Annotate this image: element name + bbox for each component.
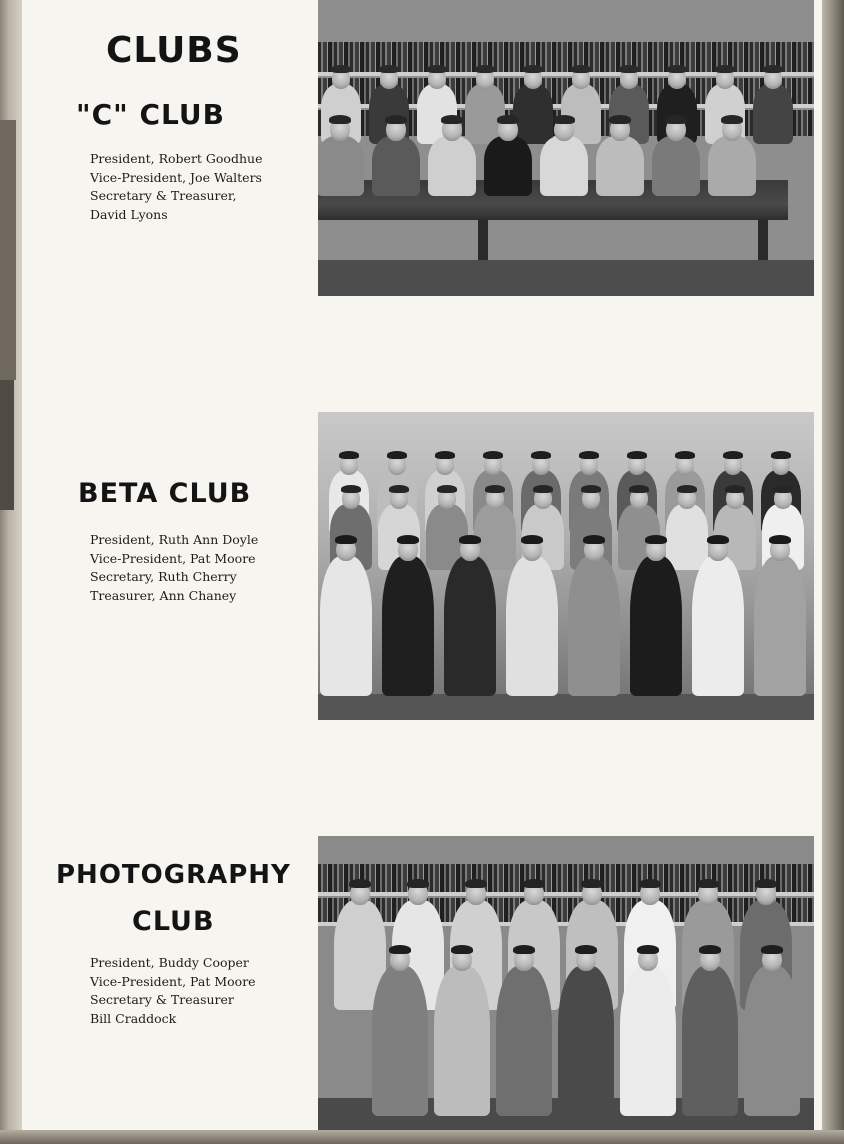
page-binding-edge bbox=[822, 0, 844, 1144]
officer-line: Secretary & Treasurer bbox=[90, 992, 234, 1007]
photography-club-officers bbox=[90, 954, 256, 1028]
officer-line: Vice-President, Pat Moore bbox=[90, 973, 256, 989]
beta-club-photo bbox=[318, 412, 814, 720]
officer-line: Bill Craddock bbox=[90, 1010, 177, 1026]
previous-page-photo-fragment bbox=[0, 120, 16, 380]
photography-club-title-line2: CLUB bbox=[132, 906, 215, 937]
c-club-officers bbox=[90, 150, 262, 224]
photography-club-title-line1: PHOTOGRAPHY bbox=[56, 860, 291, 890]
officer-line: President, Ruth Ann Doyle bbox=[90, 532, 259, 547]
beta-club-title: BETA CLUB bbox=[78, 478, 252, 509]
officer-line: President, Buddy Cooper bbox=[90, 955, 249, 970]
page-bottom-edge bbox=[0, 1130, 844, 1144]
officer-line: Secretary & Treasurer, bbox=[90, 188, 237, 203]
officer-line: Vice-President, Joe Walters bbox=[90, 169, 262, 185]
officer-line: President, Robert Goodhue bbox=[90, 151, 263, 166]
c-club-title: "C" CLUB bbox=[76, 98, 225, 131]
page-title: CLUBS bbox=[106, 30, 242, 71]
officer-line: Treasurer, Ann Chaney bbox=[90, 587, 237, 603]
beta-club-officers bbox=[90, 531, 258, 605]
previous-page-edge bbox=[0, 0, 22, 1144]
previous-page-photo-fragment bbox=[0, 380, 14, 510]
officer-line: Vice-President, Pat Moore bbox=[90, 550, 256, 566]
officer-line: David Lyons bbox=[90, 206, 168, 222]
photography-club-photo bbox=[318, 836, 814, 1130]
c-club-photo bbox=[318, 0, 814, 296]
officer-line: Secretary, Ruth Cherry bbox=[90, 569, 237, 584]
